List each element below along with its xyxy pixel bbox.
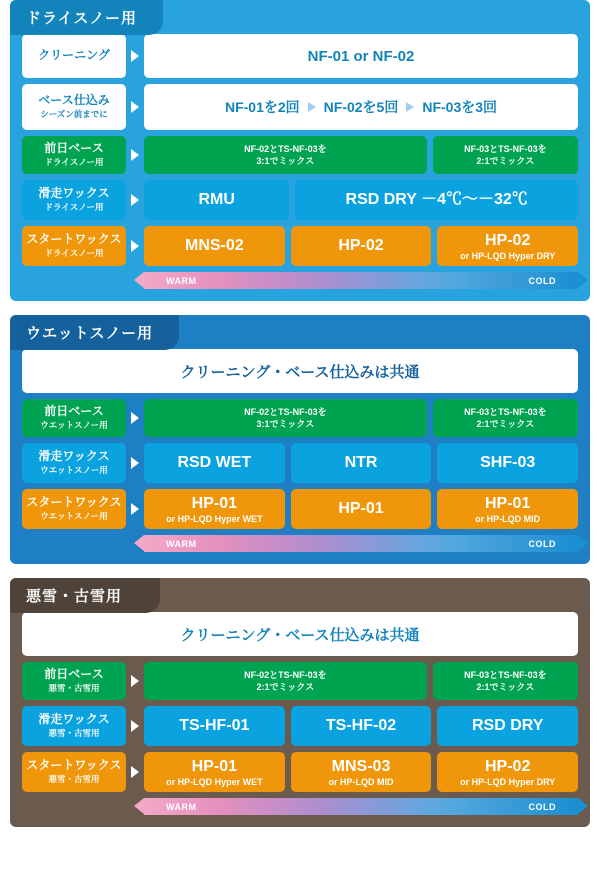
row-common-bad bbox=[22, 612, 578, 656]
row-preday-dry bbox=[22, 136, 578, 174]
arrow-icon bbox=[126, 706, 144, 746]
start-cell-dry-2: HP-02 bbox=[291, 226, 432, 266]
start-cell-dry-1: MNS-02 bbox=[144, 226, 285, 266]
arrow-icon bbox=[126, 399, 144, 437]
base-step-1: NF-01を2回 bbox=[224, 99, 300, 115]
arrow-icon bbox=[126, 443, 144, 483]
panel-title-wet: ウエットスノー用 bbox=[10, 315, 179, 350]
value-common-bad: クリーニング・ベース仕込みは共通 bbox=[22, 612, 578, 656]
arrow-icon bbox=[126, 136, 144, 174]
preday-cell-dry-1: NF-02とTS-NF-03を 3:1でミックス bbox=[144, 136, 427, 174]
wax-cell-dry-2: RSD DRY －4℃～－32℃ bbox=[295, 180, 578, 220]
arrow-icon bbox=[126, 84, 144, 130]
start-cell-bad-2: MNS-03 or HP-LQD MID bbox=[291, 752, 432, 792]
label-preday-wet: 前日ベース ウエットスノー用 bbox=[22, 399, 126, 437]
arrow-icon bbox=[126, 34, 144, 78]
wax-cell-wet-2: NTR bbox=[291, 443, 432, 483]
temperature-scale-dry bbox=[22, 272, 578, 289]
row-preday-bad bbox=[22, 662, 578, 700]
wax-cell-dry-1: RMU bbox=[144, 180, 289, 220]
temperature-gradient-bar: WARM COLD bbox=[144, 535, 578, 552]
label-wax-dry: 滑走ワックス ドライスノー用 bbox=[22, 180, 126, 220]
wax-cell-wet-1: RSD WET bbox=[144, 443, 285, 483]
arrow-icon bbox=[126, 226, 144, 266]
row-preday-wet bbox=[22, 399, 578, 437]
wax-cell-bad-1: TS-HF-01 bbox=[144, 706, 285, 746]
temperature-scale-bad bbox=[22, 798, 578, 815]
temperature-scale-wet bbox=[22, 535, 578, 552]
start-cell-bad-3: HP-02 or HP-LQD Hyper DRY bbox=[437, 752, 578, 792]
start-cell-wet-1: HP-01 or HP-LQD Hyper WET bbox=[144, 489, 285, 529]
panel-title-bad: 悪雪・古雪用 bbox=[10, 578, 160, 613]
preday-cell-wet-2: NF-03とTS-NF-03を 2:1でミックス bbox=[433, 399, 578, 437]
temperature-gradient-bar: WARM COLD bbox=[144, 798, 578, 815]
row-start-bad bbox=[22, 752, 578, 792]
preday-cell-dry-2: NF-03とTS-NF-03を 2:1でミックス bbox=[433, 136, 578, 174]
label-wax-wet: 滑走ワックス ウエットスノー用 bbox=[22, 443, 126, 483]
row-wax-bad bbox=[22, 706, 578, 746]
row-common-wet bbox=[22, 349, 578, 393]
label-cleaning-dry: クリーニング bbox=[22, 34, 126, 78]
wax-cell-wet-3: SHF-03 bbox=[437, 443, 578, 483]
wax-cell-bad-3: RSD DRY bbox=[437, 706, 578, 746]
label-preday-bad: 前日ベース 悪雪・古雪用 bbox=[22, 662, 126, 700]
label-base-dry: ベース仕込み シーズン前までに bbox=[22, 84, 126, 130]
preday-cell-bad-1: NF-02とTS-NF-03を 2:1でミックス bbox=[144, 662, 427, 700]
chevron-right-icon bbox=[406, 102, 414, 112]
value-base-dry bbox=[144, 84, 578, 130]
start-cell-bad-1: HP-01 or HP-LQD Hyper WET bbox=[144, 752, 285, 792]
arrow-icon bbox=[126, 662, 144, 700]
arrow-icon bbox=[126, 752, 144, 792]
chevron-right-icon bbox=[308, 102, 316, 112]
base-step-3: NF-03を3回 bbox=[422, 99, 498, 115]
temperature-gradient-bar: WARM COLD bbox=[144, 272, 578, 289]
value-common-wet: クリーニング・ベース仕込みは共通 bbox=[22, 349, 578, 393]
label-preday-dry: 前日ベース ドライスノー用 bbox=[22, 136, 126, 174]
wax-cell-bad-2: TS-HF-02 bbox=[291, 706, 432, 746]
label-wax-bad: 滑走ワックス 悪雪・古雪用 bbox=[22, 706, 126, 746]
row-start-wet bbox=[22, 489, 578, 529]
row-wax-wet bbox=[22, 443, 578, 483]
row-start-dry bbox=[22, 226, 578, 266]
value-cleaning-dry: NF-01 or NF-02 bbox=[144, 34, 578, 78]
label-start-wet: スタートワックス ウエットスノー用 bbox=[22, 489, 126, 529]
panel-dry-snow bbox=[10, 0, 590, 301]
label-start-bad: スタートワックス 悪雪・古雪用 bbox=[22, 752, 126, 792]
row-wax-dry bbox=[22, 180, 578, 220]
start-cell-dry-3: HP-02 or HP-LQD Hyper DRY bbox=[437, 226, 578, 266]
base-step-2: NF-02を5回 bbox=[323, 99, 399, 115]
start-cell-wet-3: HP-01 or HP-LQD MID bbox=[437, 489, 578, 529]
panel-title-dry: ドライスノー用 bbox=[10, 0, 163, 35]
arrow-icon bbox=[126, 180, 144, 220]
panel-bad-old-snow bbox=[10, 578, 590, 827]
arrow-icon bbox=[126, 489, 144, 529]
panel-wet-snow bbox=[10, 315, 590, 564]
preday-cell-wet-1: NF-02とTS-NF-03を 3:1でミックス bbox=[144, 399, 427, 437]
row-cleaning-dry bbox=[22, 34, 578, 78]
row-base-dry bbox=[22, 84, 578, 130]
start-cell-wet-2: HP-01 bbox=[291, 489, 432, 529]
label-start-dry: スタートワックス ドライスノー用 bbox=[22, 226, 126, 266]
preday-cell-bad-2: NF-03とTS-NF-03を 2:1でミックス bbox=[433, 662, 578, 700]
